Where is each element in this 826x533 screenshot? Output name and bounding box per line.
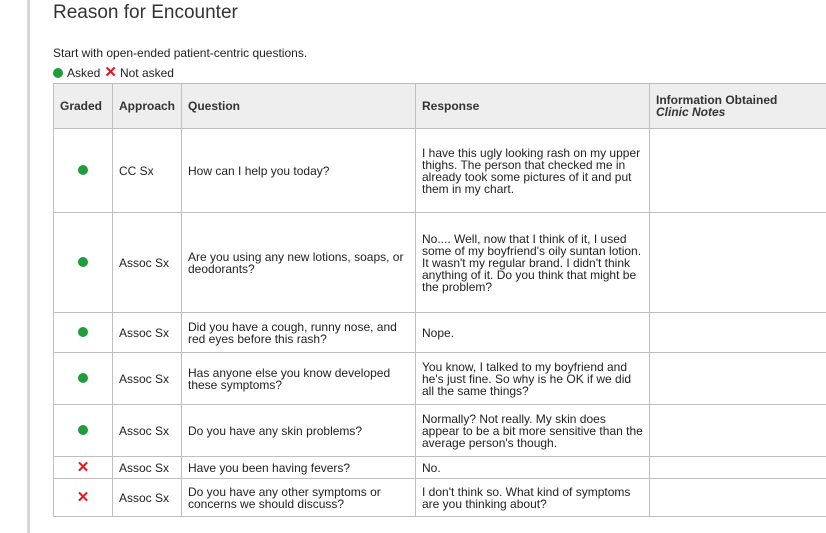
approach-cell: Assoc Sx (113, 405, 182, 457)
approach-cell: Assoc Sx (113, 457, 182, 479)
asked-dot-icon (78, 327, 88, 337)
table-row (54, 479, 826, 517)
not-asked-x-icon: ✕ (104, 64, 117, 81)
page-title: Reason for Encounter (53, 2, 238, 23)
question-cell: Did you have a cough, runny nose, and red eyes before this rash? (182, 313, 416, 353)
graded-cell (54, 313, 113, 353)
graded-cell (54, 129, 113, 213)
question-cell: Are you using any new lotions, soaps, or deodorants? (182, 213, 416, 313)
header-approach: Approach (113, 84, 182, 129)
info-cell (650, 353, 826, 405)
table-row (54, 129, 826, 213)
legend (53, 66, 174, 80)
graded-cell (54, 405, 113, 457)
approach-cell: Assoc Sx (113, 353, 182, 405)
response-cell: You know, I talked to my boyfriend and he's just fine. So why is he OK if we did all the same things? (416, 353, 650, 405)
response-cell: I don't think so. What kind of symptoms are you thinking about? (416, 479, 650, 517)
question-cell: How can I help you today? (182, 129, 416, 213)
table-row (54, 405, 826, 457)
asked-dot-icon (78, 165, 88, 175)
header-clinic-notes: Clinic Notes (656, 105, 726, 119)
info-cell (650, 457, 826, 479)
header-info-title: Information Obtained (656, 93, 778, 107)
header-graded: Graded (54, 84, 113, 129)
info-cell (650, 479, 826, 517)
graded-cell (54, 353, 113, 405)
intro-text: Start with open-ended patient-centric questions. (53, 46, 308, 60)
table-row (54, 313, 826, 353)
info-cell (650, 129, 826, 213)
info-cell (650, 313, 826, 353)
response-cell: I have this ugly looking rash on my upper thighs. The person that checked me in already took some pictures of it and put them in my chart. (416, 129, 650, 213)
table-row (54, 457, 826, 479)
approach-cell: Assoc Sx (113, 213, 182, 313)
response-cell: Nope. (416, 313, 650, 353)
left-divider (27, 0, 30, 533)
question-cell: Do you have any skin problems? (182, 405, 416, 457)
approach-cell: CC Sx (113, 129, 182, 213)
question-cell: Do you have any other symptoms or concerns we should discuss? (182, 479, 416, 517)
graded-cell (54, 213, 113, 313)
info-cell (650, 213, 826, 313)
response-cell: No.... Well, now that I think of it, I used some of my boyfriend's oily suntan lotion. It wasn't my regular brand. I didn't think anything of it. Do you think that might be the problem? (416, 213, 650, 313)
table-row (54, 213, 826, 313)
legend-asked-label: Asked (67, 66, 101, 80)
question-cell: Have you been having fevers? (182, 457, 416, 479)
legend-not-asked-label: Not asked (119, 66, 174, 80)
asked-dot-icon (53, 68, 63, 78)
asked-dot-icon (78, 257, 88, 267)
header-information-obtained (650, 84, 826, 129)
encounter-table (53, 83, 826, 517)
not-asked-x-icon: ✕ (76, 458, 90, 476)
table-header-row (54, 84, 826, 129)
graded-cell (54, 457, 113, 479)
not-asked-x-icon: ✕ (76, 488, 90, 506)
approach-cell: Assoc Sx (113, 479, 182, 517)
response-cell: Normally? Not really. My skin does appear to be a bit more sensitive than the average person's though. (416, 405, 650, 457)
asked-dot-icon (78, 373, 88, 383)
info-cell (650, 405, 826, 457)
header-response: Response (416, 84, 650, 129)
header-question: Question (182, 84, 416, 129)
response-cell: No. (416, 457, 650, 479)
asked-dot-icon (78, 425, 88, 435)
approach-cell: Assoc Sx (113, 313, 182, 353)
graded-cell (54, 479, 113, 517)
table-row (54, 353, 826, 405)
question-cell: Has anyone else you know developed these symptoms? (182, 353, 416, 405)
